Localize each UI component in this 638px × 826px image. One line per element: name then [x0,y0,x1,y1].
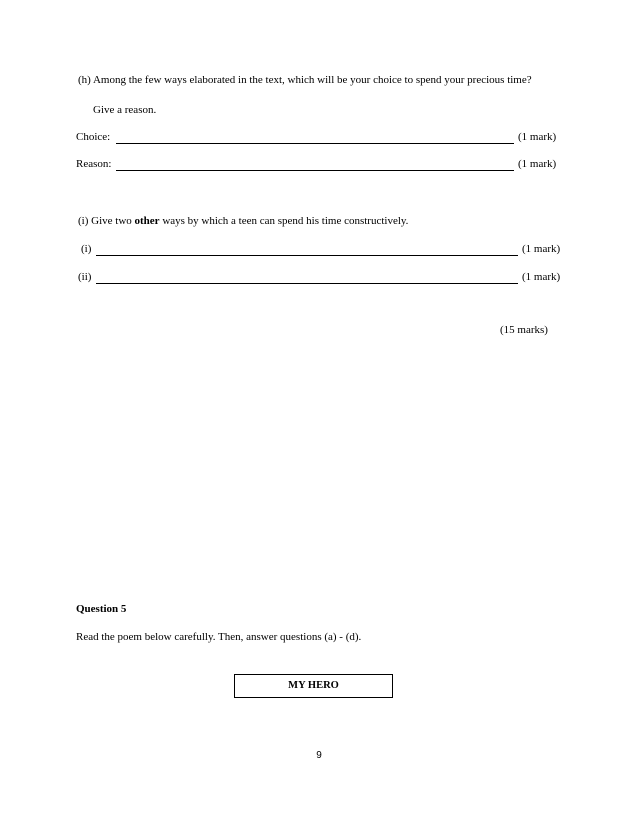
choice-answer-line[interactable] [116,143,514,144]
page-number: 9 [316,750,322,761]
reason-marks: (1 mark) [518,158,557,170]
item2-label: (ii) [78,271,92,283]
item1-label: (i) [81,243,92,255]
question-i-prompt-bold: other [134,215,160,227]
reason-label: Reason: [76,158,112,170]
item2-answer-line[interactable] [96,283,518,284]
question-i-prompt [78,215,408,227]
question-h-subprompt: Give a reason. [93,104,157,116]
choice-label: Choice: [76,131,111,143]
item1-answer-line[interactable] [96,255,518,256]
total-marks: (15 marks) [500,324,548,336]
reason-answer-line[interactable] [116,170,514,171]
question5-instruction: Read the poem below carefully. Then, answer questions (a) - (d). [76,631,362,643]
poem-title-box: MY HERO [234,674,393,698]
question-h-prompt: (h) Among the few ways elaborated in the text, which will be your choice to spend your precious time? [78,74,532,86]
item1-marks: (1 mark) [522,243,561,255]
choice-marks: (1 mark) [518,131,557,143]
question-i-prompt-after: ways by which a teen can spend his time constructively. [159,215,409,227]
item2-marks: (1 mark) [522,271,561,283]
question5-heading: Question 5 [76,603,127,615]
question-i-prompt-before: (i) Give two [78,215,135,227]
